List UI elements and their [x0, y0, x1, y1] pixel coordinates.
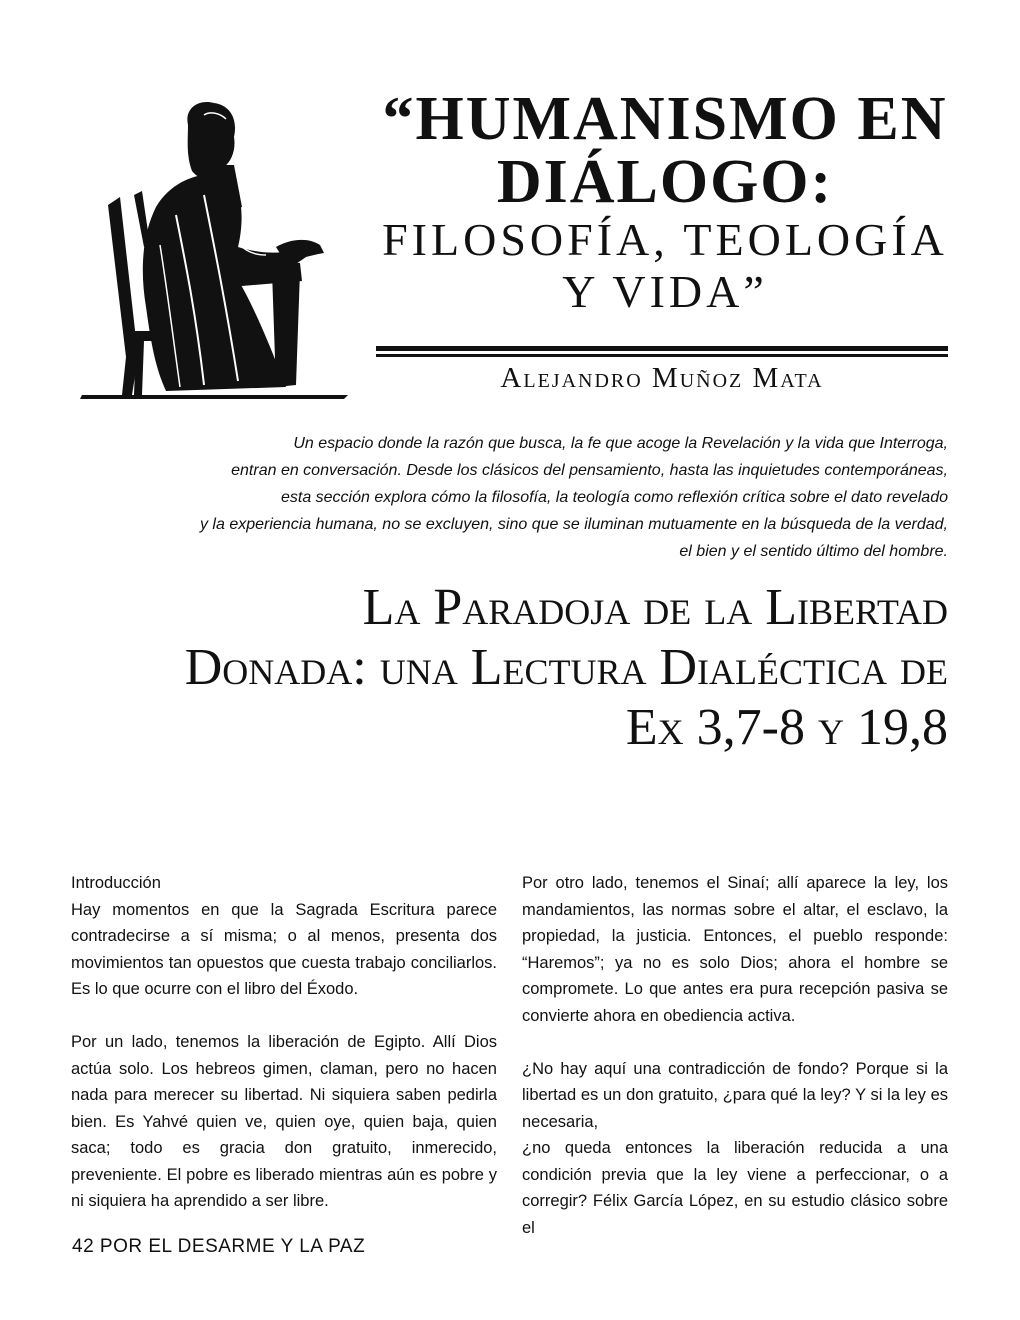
page-footer: [72, 1236, 365, 1258]
description-line: Un espacio donde la razón que busca, la fe que acoge la Revelación y la vida que Interroga,: [293, 435, 948, 452]
section-heading: Introducción: [71, 874, 161, 892]
description-line: entran en conversación. Desde los clásicos del pensamiento, hasta las inquietudes contemporáneas,: [231, 462, 948, 479]
article-title: [48, 578, 948, 758]
body-column-left: [71, 870, 497, 1215]
body-paragraph: Por otro lado, tenemos el Sinaí; allí aparece la ley, los mandamientos, las normas sobre el altar, el esclavo, la propiedad, la justicia. Entonces, el pueblo responde: “Haremos”; ya no es solo Dios; ahora el hombre se compromete. Lo que antes era pura recepción pasiva se convierte ahora en obediencia activa.: [522, 874, 948, 1025]
page-number: 42: [72, 1236, 95, 1257]
description-line: y la experiencia humana, no se excluyen, sino que se iluminan mutuamente en la búsqueda de la verdad,: [199, 516, 948, 533]
body-paragraph: Hay momentos en que la Sagrada Escritura parece contradecirse a sí misma; o al menos, presenta dos movimientos tan opuestos que cuesta trabajo conciliarlos. Es lo que ocurre con el libro del Éxodo.: [71, 900, 497, 998]
body-column-right: [522, 870, 948, 1241]
body-paragraph: ¿No hay aquí una contradicción de fondo? Porque si la libertad es un don gratuito, ¿para qué la ley? Y si la ley es necesaria,: [522, 1059, 948, 1131]
section-description: [48, 430, 948, 565]
series-title: [380, 85, 950, 318]
seated-philosopher-illustration: [76, 95, 356, 400]
series-title-line-2: DIÁLOGO:: [496, 148, 834, 216]
body-paragraph: Por un lado, tenemos la liberación de Egipto. Allí Dios actúa solo. Los hebreos gimen, claman, pero no hacen nada para merecer su libertad. Ni siquiera saben pedirla bien. Es Yahvé quien ve, quien oye, quien baja, quien saca; todo es gracia don gratuito, inmerecido, preveniente. El pobre es liberado mientras aún es pobre y ni siquiera ha aprendido a ser libre.: [71, 1033, 497, 1210]
publication-name: POR EL DESARME Y LA PAZ: [99, 1236, 366, 1257]
series-title-line-3: FILOSOFÍA, TEOLOGÍA: [382, 214, 948, 265]
series-title-line-1: “HUMANISMO EN: [382, 85, 948, 153]
article-title-line: Donada: una Lectura Dialéctica de: [184, 639, 948, 696]
title-divider-top: [376, 346, 948, 351]
author-name: Alejandro Muñoz Mata: [500, 362, 824, 394]
description-line: el bien y el sentido último del hombre.: [679, 543, 948, 560]
description-line: esta sección explora cómo la filosofía, la teología como reflexión crítica sobre el dato revelado: [280, 489, 948, 506]
series-title-line-4: Y VIDA”: [562, 266, 768, 317]
article-title-line: La Paradoja de la Libertad: [362, 579, 948, 636]
body-paragraph: ¿no queda entonces la liberación reducida a una condición previa que la ley viene a perfeccionar, o a corregir? Félix García López, en su estudio clásico sobre el: [522, 1139, 948, 1237]
article-title-line: Ex 3,7-8 y 19,8: [625, 699, 948, 756]
title-divider-bottom: [376, 354, 948, 357]
